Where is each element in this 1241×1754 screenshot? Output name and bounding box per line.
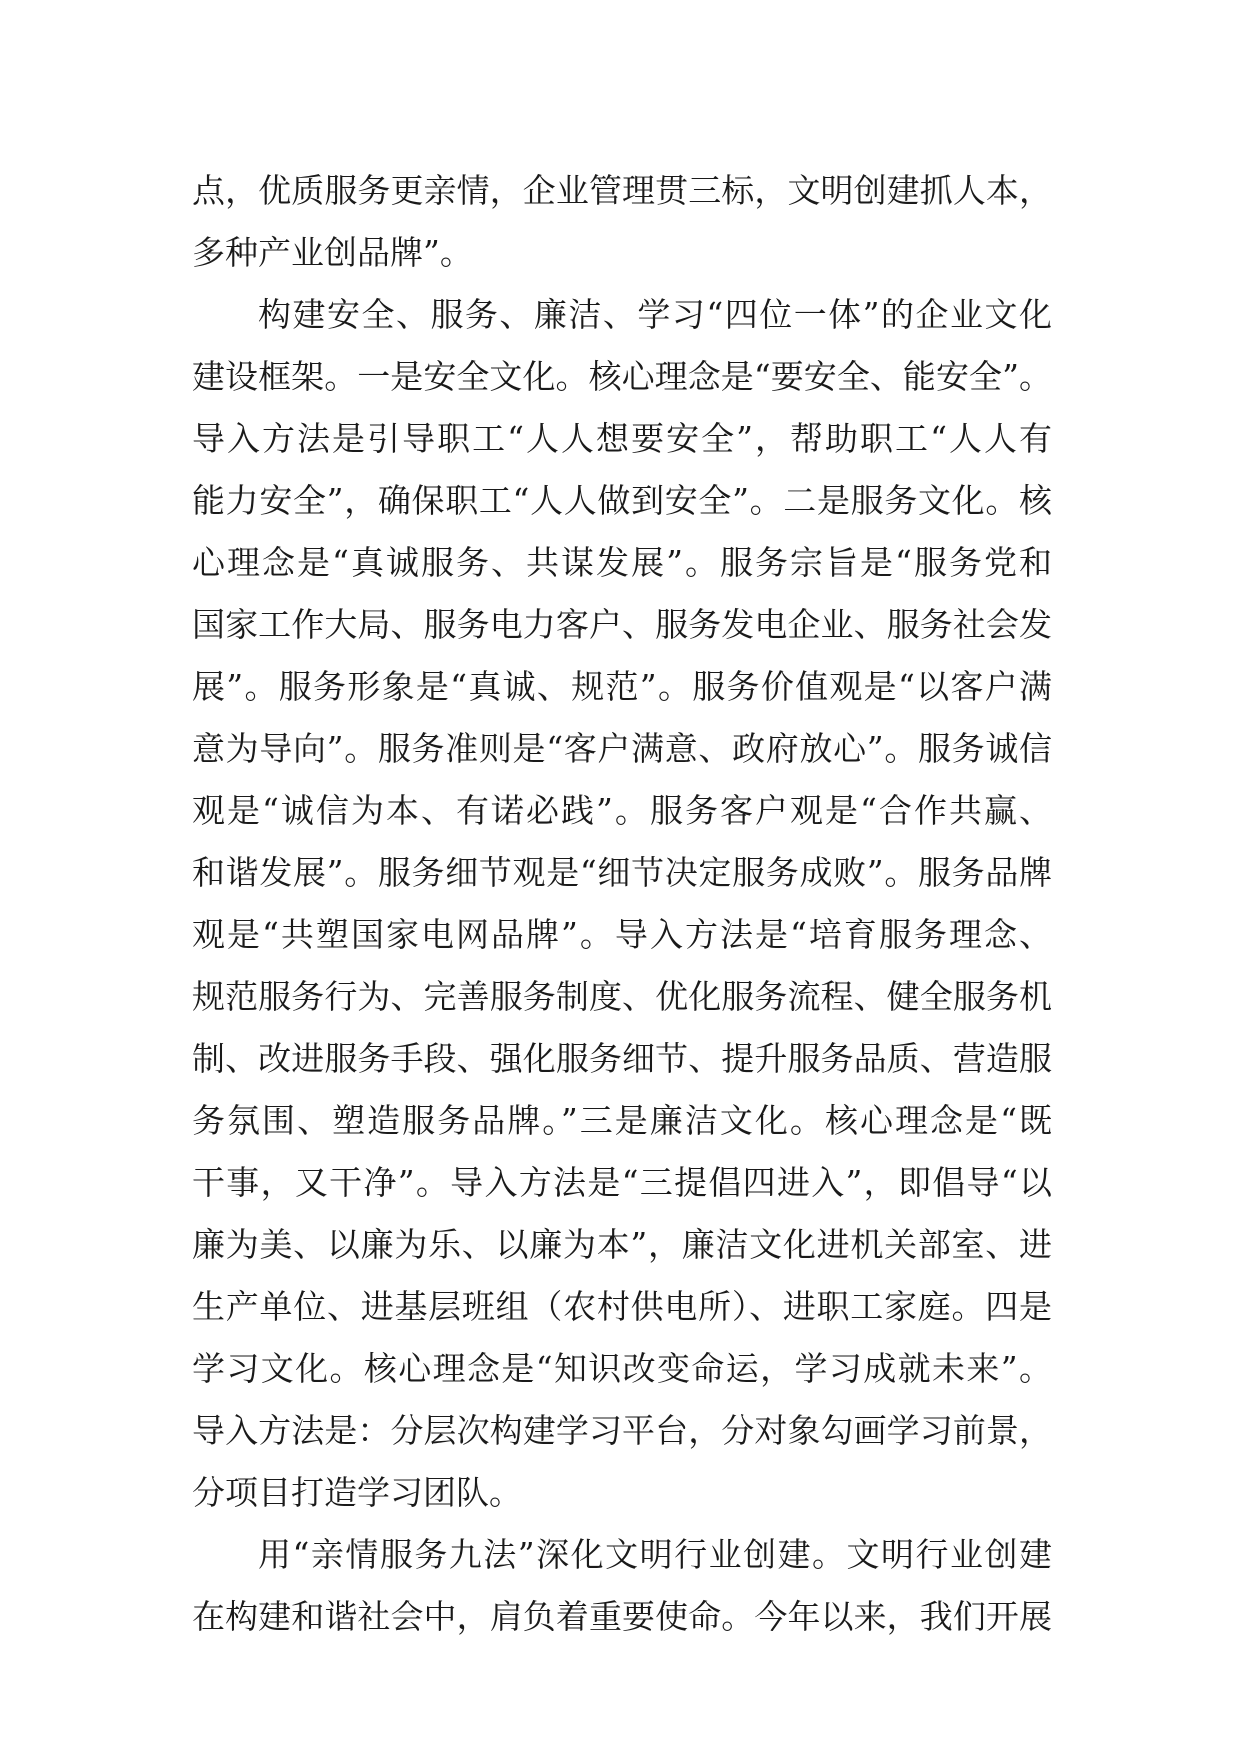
text-line: 展”。服务形象是“真诚、规范”。服务价值观是“以客户满 bbox=[192, 667, 1052, 706]
text-line: 分项目打造学习团队。 bbox=[192, 1473, 522, 1512]
text-line: 能力安全”，确保职工“人人做到安全”。二是服务文化。核 bbox=[192, 481, 1052, 520]
text-line: 观是“共塑国家电网品牌”。导入方法是“培育服务理念、 bbox=[192, 915, 1052, 954]
text-line: 学习文化。核心理念是“知识改变命运，学习成就未来”。 bbox=[192, 1349, 1052, 1388]
text-line: 国家工作大局、服务电力客户、服务发电企业、服务社会发 bbox=[192, 605, 1052, 644]
text-line: 干事，又干净”。导入方法是“三提倡四进入”，即倡导“以 bbox=[192, 1163, 1052, 1202]
body-text bbox=[192, 160, 1052, 1648]
text-line: 导入方法是引导职工“人人想要安全”，帮助职工“人人有 bbox=[192, 419, 1052, 458]
text-line: 用“亲情服务九法”深化文明行业创建。文明行业创建 bbox=[258, 1535, 1052, 1574]
text-line: 制、改进服务手段、强化服务细节、提升服务品质、营造服 bbox=[192, 1039, 1052, 1078]
text-line: 导入方法是：分层次构建学习平台，分对象勾画学习前景， bbox=[192, 1411, 1052, 1450]
text-line: 点，优质服务更亲情，企业管理贯三标，文明创建抓人本， bbox=[192, 171, 1052, 210]
text-line: 规范服务行为、完善服务制度、优化服务流程、健全服务机 bbox=[192, 977, 1052, 1016]
text-line: 多种产业创品牌”。 bbox=[192, 233, 473, 272]
text-line: 建设框架。一是安全文化。核心理念是“要安全、能安全”。 bbox=[192, 357, 1052, 396]
text-line: 务氛围、塑造服务品牌。”三是廉洁文化。核心理念是“既 bbox=[192, 1101, 1052, 1140]
text-line: 廉为美、以廉为乐、以廉为本”，廉洁文化进机关部室、进 bbox=[192, 1225, 1052, 1264]
text-line: 在构建和谐社会中，肩负着重要使命。今年以来，我们开展 bbox=[192, 1597, 1052, 1636]
text-line: 构建安全、服务、廉洁、学习“四位一体”的企业文化 bbox=[258, 295, 1052, 334]
text-line: 观是“诚信为本、有诺必践”。服务客户观是“合作共赢、 bbox=[192, 791, 1052, 830]
text-line: 意为导向”。服务准则是“客户满意、政府放心”。服务诚信 bbox=[192, 729, 1052, 768]
text-line: 和谐发展”。服务细节观是“细节决定服务成败”。服务品牌 bbox=[192, 853, 1052, 892]
text-line: 生产单位、进基层班组（农村供电所）、进职工家庭。四是 bbox=[192, 1287, 1052, 1326]
text-line: 心理念是“真诚服务、共谋发展”。服务宗旨是“服务党和 bbox=[192, 543, 1052, 582]
